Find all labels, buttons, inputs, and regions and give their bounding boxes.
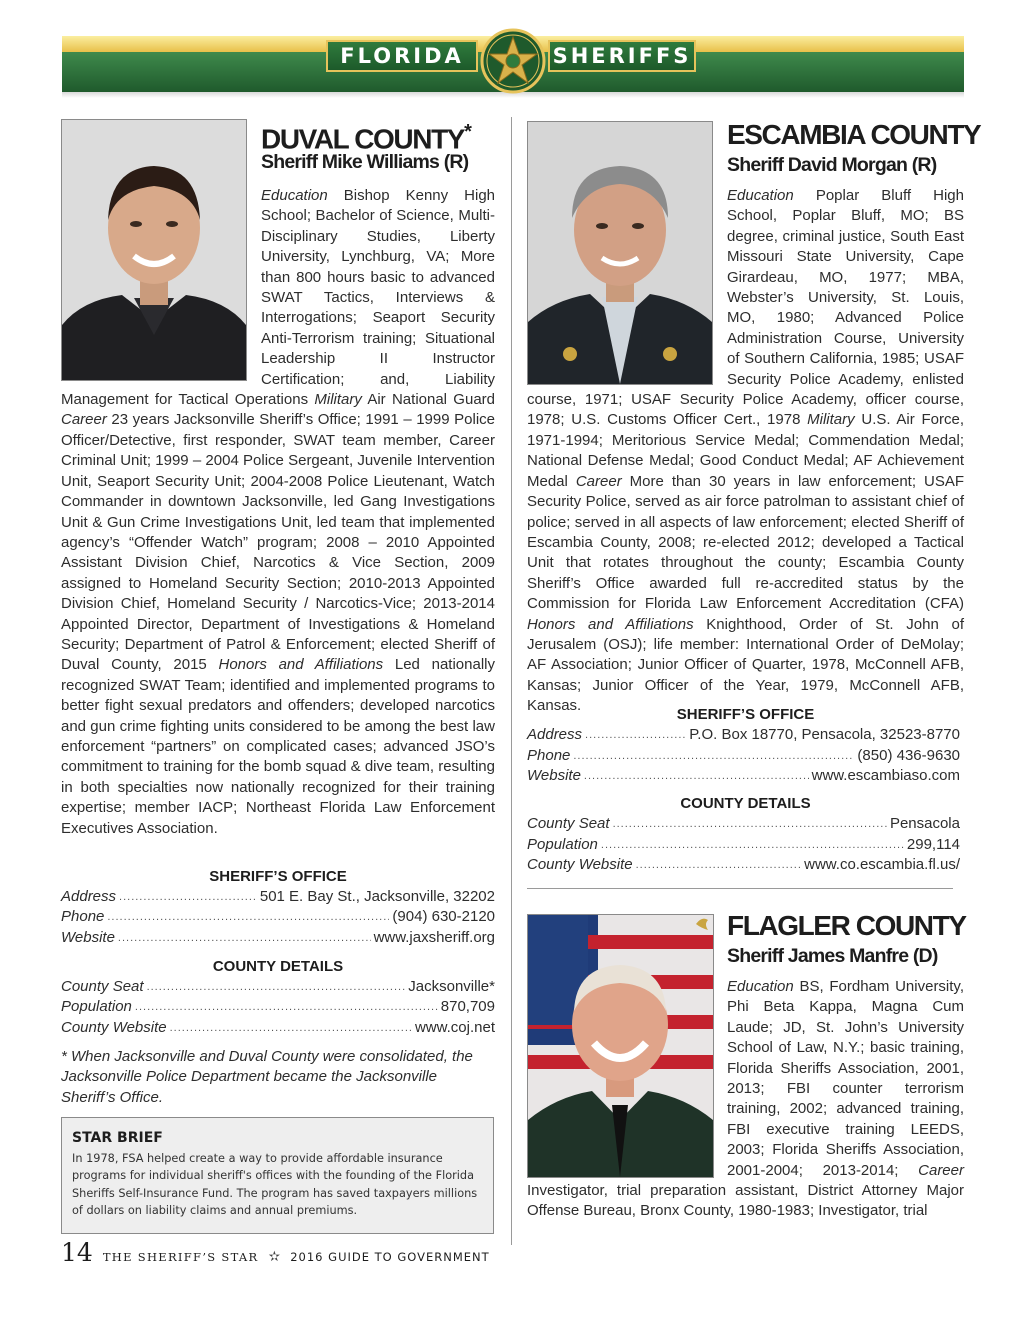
duval-phone-row	[61, 907, 495, 927]
duval-education-label: Education	[261, 187, 328, 204]
escambia-office-heading: SHERIFF’S OFFICE	[676, 706, 815, 723]
duval-website-link[interactable]: www.jaxsheriff.org	[373, 929, 495, 946]
escambia-county-website-row	[527, 855, 960, 875]
leader-dots	[135, 997, 438, 1017]
escambia-honors-text: Knighthood, Order of St. John of Jerusalem (OSJ); life member: International Order of DeMolay; AF Association; Junior Officer of Quarter, 1978, McConnell AFB, Kansas; Junior Officer of the Year, 1979, McConnell AFB, Kansas.	[527, 615, 964, 715]
flagler-county-title: FLAGLER COUNTY	[727, 910, 966, 941]
leader-dots	[636, 855, 802, 875]
duval-website-label: Website	[61, 929, 115, 946]
duval-asterisk: *	[464, 121, 471, 143]
duval-county-name: DUVAL COUNTY	[261, 123, 465, 155]
duval-seat-row	[61, 977, 495, 997]
duval-sheriff-name: Sheriff Mike Williams (R)	[261, 151, 469, 173]
leader-dots	[118, 928, 371, 948]
escambia-website-row	[527, 766, 960, 786]
escambia-bio	[527, 186, 964, 717]
escambia-education-text: Poplar Bluff High School, Poplar Bluff, MO; BS degree, criminal justice, South East Missouri State University, Cape Girardeau, MO, 1977; MBA, Webster’s University, St. Louis, MO, 1980; Advanced Police Administration Course, University of Southern California, 1985; USAF Security Police Academy, enlisted course, 1971; USAF Security Police Academy, officer course, 1978; U.S. Customs Officer Cert., 1978	[527, 187, 964, 429]
leader-dots	[170, 1018, 412, 1038]
header-florida: FLORIDA	[326, 40, 478, 72]
duval-footnote: * When Jacksonville and Duval County were consolidated, the Jacksonville Police Department became the Jacksonville Sheriff’s Office.	[61, 1048, 473, 1106]
star-brief-heading: STAR BRIEF	[72, 1130, 163, 1146]
duval-address-row	[61, 887, 495, 907]
duval-honors-text: Led nationally recognized SWAT Team; identified and implemented programs to better fight sexual predators and offenders; developed narcotics and gun crime fighting units considered to be among the best law enforcement “partners” on complicated cases; advanced JSO’s commitment to training for the bomb squad & dive team, resulting in both specialties now nationally recognized for their training expertise; member IACP; Northeast Florida Law Enforcement Executives Association.	[61, 656, 495, 837]
escambia-career-label: Career	[575, 472, 622, 490]
magazine-title: THE SHERIFF’S STAR	[102, 1250, 259, 1264]
escambia-county-website-link[interactable]: www.co.escambia.fl.us/	[804, 856, 960, 873]
duval-phone-label: Phone	[61, 908, 105, 925]
duval-military-label: Military	[314, 391, 362, 409]
duval-military-text: Air National Guard	[361, 391, 495, 409]
column-divider	[511, 117, 512, 1245]
escambia-website-link[interactable]: www.escambiaso.com	[811, 767, 960, 784]
leader-dots	[573, 746, 854, 766]
flagler-education-text: BS, Fordham University, Phi Beta Kappa, Magna Cum Laude; JD, St. John’s University School of Law, N.Y.; basic training, Florida Sheriffs Association, 2001, 2013; FBI counter terrorism training, 2002; advanced training, FBI executive training LEEDS, 2003; Florida Sheriffs Association, 2001-2004; 2013-2014;	[727, 978, 964, 1179]
duval-photo-spacer	[61, 186, 261, 385]
duval-office-heading: SHERIFF’S OFFICE	[209, 868, 347, 885]
escambia-population-row	[527, 835, 960, 855]
escambia-photo-spacer	[527, 186, 727, 385]
duval-county-website-row	[61, 1018, 495, 1038]
escambia-military-label: Military	[807, 411, 855, 429]
star-brief-body: In 1978, FSA helped create a way to provide affordable insurance programs for individual sheriff's offices with the founding of the Florida Sheriffs Self-Insurance Fund. The program has saved taxpayers millions of dollars on liability claims and annual premiums.	[72, 1152, 478, 1218]
flagler-career-label: Career	[918, 1161, 964, 1179]
leader-dots	[107, 907, 389, 927]
escambia-details-heading: COUNTY DETAILS	[680, 795, 811, 812]
page-footer	[61, 1238, 490, 1268]
escambia-address: P.O. Box 18770, Pensacola, 32523-8770	[689, 726, 960, 743]
duval-population-row	[61, 997, 495, 1017]
escambia-website-label: Website	[527, 767, 581, 784]
page-number: 14	[61, 1238, 93, 1267]
flagler-bio	[527, 977, 964, 1222]
leader-dots	[613, 814, 887, 834]
star-brief-box	[61, 1117, 494, 1234]
duval-population: 870,709	[440, 998, 495, 1015]
leader-dots	[585, 725, 686, 745]
duval-county-title	[261, 117, 470, 154]
flagler-education-label: Education	[727, 978, 794, 995]
duval-bio	[61, 186, 495, 839]
duval-address: 501 E. Bay St., Jacksonville, 32202	[259, 888, 495, 905]
duval-seat-label: County Seat	[61, 978, 144, 995]
flagler-photo-spacer	[527, 977, 727, 1180]
duval-phone: (904) 630-2120	[392, 908, 495, 925]
escambia-population-label: Population	[527, 836, 598, 853]
duval-address-label: Address	[61, 888, 117, 905]
leader-dots	[601, 835, 904, 855]
duval-details-heading: COUNTY DETAILS	[212, 958, 344, 975]
duval-population-label: Population	[61, 998, 132, 1015]
section-divider	[527, 888, 953, 889]
escambia-county-website-label: County Website	[527, 856, 633, 873]
duval-career-text: 23 years Jacksonville Sheriff’s Office; 1991 – 1999 Police Officer/Detective, first responder, SWAT team member, Career Criminal Unit; 1999 – 2004 Police Sergeant, Juvenile Intervention Unit, Seaport Security Unit; 2004-2008 Police Lieutenant, Watch Commander in downtown Jacksonville, led Gang Investigations Unit & Gun Crime Investigations Unit, led team that implemented agency’s “Offender Watch” program; 2008 – 2010 Appointed Assistant Division Chief, Narcotics & Vice Section, 2009 assigned to Homeland Security Section; 2010-2013 Appointed Division Chief, Homeland Security / Narcotics-Vice; 2013-2014 Appointed Director, Department of Investigations & Homeland Security; Department of Patrol & Enforcement; elected Sheriff of Duval County, 2015	[61, 411, 495, 674]
flagler-sheriff-name: Sheriff James Manfre (D)	[727, 945, 938, 967]
escambia-education-label: Education	[727, 187, 794, 204]
duval-seat: Jacksonville*	[408, 978, 495, 995]
leader-dots	[147, 977, 406, 997]
escambia-military-text: U.S. Air Force, 1971-1994; Meritorious Service Medal; Commendation Medal; National Defense Medal; Good Conduct Medal; AF Achievement Medal	[527, 411, 964, 490]
escambia-seat: Pensacola	[889, 815, 960, 832]
escambia-sheriff-name: Sheriff David Morgan (R)	[727, 154, 937, 176]
escambia-address-row	[527, 725, 960, 745]
escambia-honors-label: Honors and Affiliations	[527, 615, 694, 633]
escambia-phone: (850) 436-9630	[857, 747, 960, 764]
header-sheriffs: SHERIFFS	[548, 40, 696, 72]
flag-pole-eagle-icon	[693, 915, 711, 933]
duval-career-label: Career	[61, 411, 107, 429]
leader-dots	[584, 766, 809, 786]
duval-county-website-link[interactable]: www.coj.net	[414, 1019, 495, 1036]
duval-honors-label: Honors and Affiliations	[218, 656, 384, 674]
duval-website-row	[61, 928, 495, 948]
duval-county-website-label: County Website	[61, 1019, 167, 1036]
flagler-career-text: Investigator, trial preparation assistant, District Attorney Major Offense Bureau, Bronx County, 1980-1983; Investigator, trial	[527, 1182, 964, 1220]
star-outline-icon: ✫	[268, 1248, 281, 1264]
leader-dots	[119, 887, 257, 907]
escambia-address-label: Address	[527, 726, 583, 743]
guide-title: 2016 GUIDE TO GOVERNMENT	[290, 1250, 490, 1264]
escambia-phone-label: Phone	[527, 747, 571, 764]
escambia-seat-label: County Seat	[527, 815, 610, 832]
escambia-career-text: More than 30 years in law enforcement; USAF Security Police, served as air force patrolman to assistant chief of police; served in all aspects of law enforcement; elected Sheriff of Escambia County, 2008; re-elected 2012; developed a Tactical Unit that rotates throughout the county; Escambia County Sheriff’s Office awarded full re-accredited status by the Commission for Florida Law Enforcement Accreditation (CFA)	[527, 472, 964, 613]
escambia-seat-row	[527, 814, 960, 834]
escambia-county-title: ESCAMBIA COUNTY	[727, 119, 981, 150]
sheriff-star-icon	[480, 28, 546, 94]
escambia-population: 299,114	[906, 836, 960, 853]
header-banner	[62, 36, 964, 98]
escambia-phone-row	[527, 746, 960, 766]
duval-education-text: Bishop Kenny High School; Bachelor of Science, Multi-Disciplinary Studies, Liberty University, Lynchburg, VA; More than 800 hours basic to advanced SWAT Tactics, Interviews & Interrogations; Seaport Security Anti-Terrorism training; Situational Leadership II Instructor Certification; and, Liability Management for Tactical Operations	[61, 187, 495, 409]
